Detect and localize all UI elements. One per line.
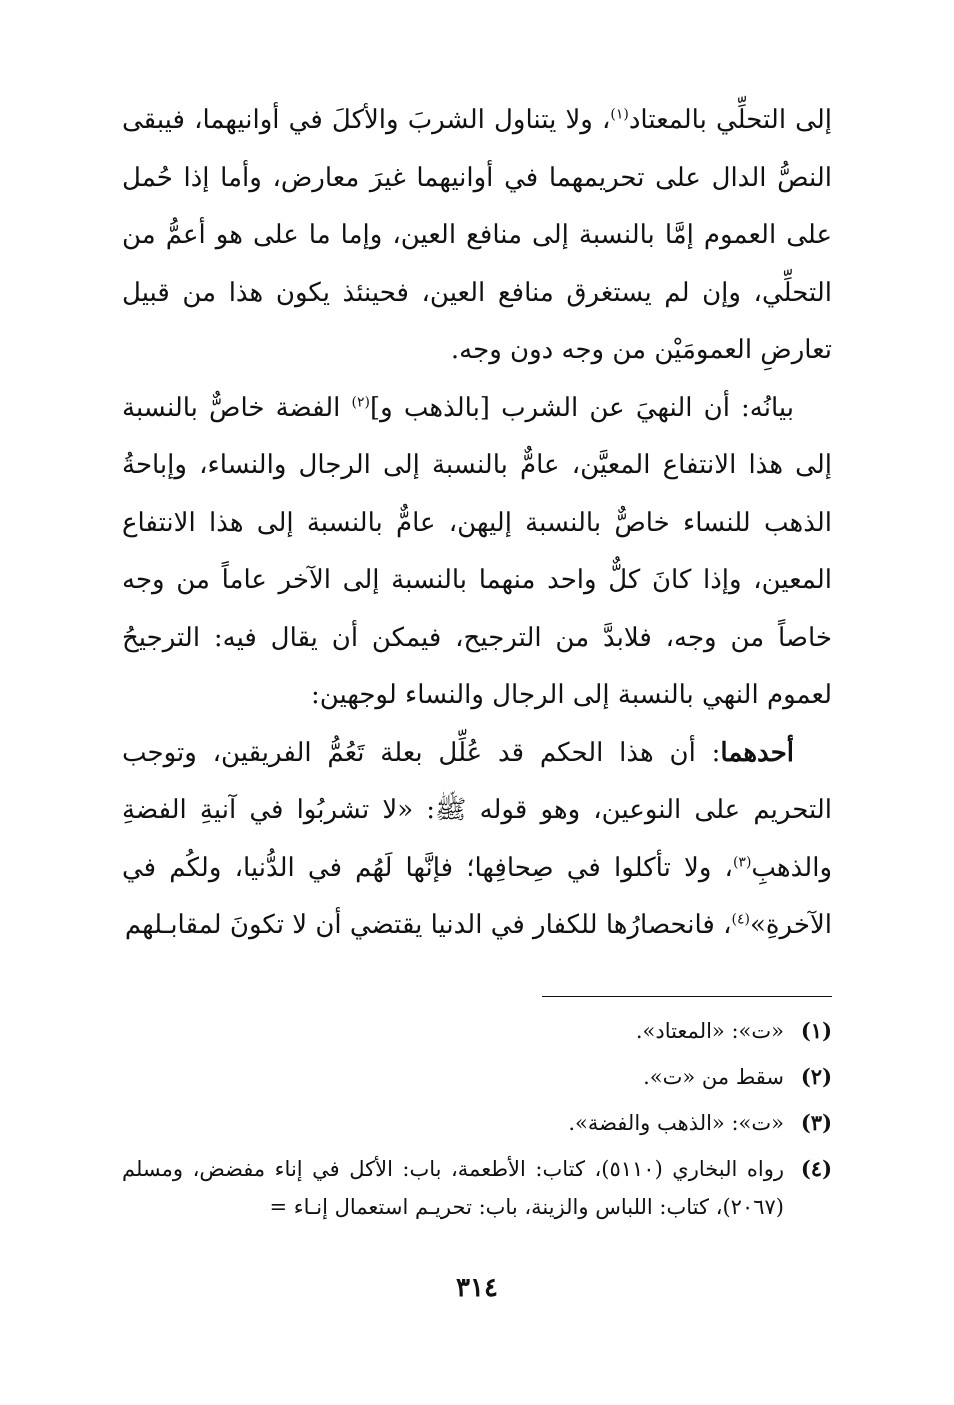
paragraph-1 bbox=[122, 92, 832, 380]
footnote-number: (١) bbox=[800, 1018, 832, 1043]
text-run: ، فانحصارُها للكفار في الدنيا يقتضي أن لا تكونَ لمقابـلهم bbox=[124, 910, 732, 940]
footnote-item bbox=[122, 1150, 832, 1226]
footnote-item bbox=[122, 1012, 832, 1050]
footnote-text: رواه البخاري (٥١١٠)، كتاب: الأطعمة، باب: الأكل في إناء مفضض، ومسلم (٢٠٦٧)، كتاب: اللباس والزينة، باب: تحريـم استعمال إنـاء = bbox=[122, 1157, 785, 1219]
footnote-marker: (٤) bbox=[731, 911, 750, 928]
footnote-marker: (٣) bbox=[732, 853, 752, 870]
footnotes-section bbox=[122, 1012, 832, 1234]
paragraph-2 bbox=[122, 380, 832, 725]
footnote-number: (٢) bbox=[800, 1064, 832, 1089]
footnote-text: سقط من «ت». bbox=[643, 1065, 784, 1089]
footnote-number: (٣) bbox=[800, 1110, 832, 1135]
footnote-text: «ت»: «المعتاد». bbox=[635, 1019, 784, 1043]
text-run: إلى التحلِّي بالمعتاد bbox=[628, 105, 832, 135]
text-run: الفضة خاصٌّ بالنسبة إلى هذا الانتفاع المعيَّن، عامٌّ بالنسبة إلى الرجال والنساء، وإباحةُ الذهب للنساء خاصٌّ بالنسبة إليهن، عامٌّ بالنسبة إلى هذا الانتفاع المعين، وإذا كانَ كلٌّ واحد منهما بالنسبة إلى الآخر عاماً من وجه خاصاً من وجه، فلابدَّ من الترجيح، فيمكن أن يقال فيه: الترجيحُ لعموم النهي بالنسبة إلى الرجال والنساء لوجهين: bbox=[122, 392, 832, 710]
text-run: : أن هذا الحكم قد عُلِّل بعلة تَعُمُّ الفريقين، وتوجب التحريم على النوعين، وهو قوله ﷺ: «لا تشربُوا في آنيةِ الفضةِ والذهبِ bbox=[122, 737, 832, 883]
footnote-marker: (٢) bbox=[351, 393, 370, 410]
text-run: ، ولا يتناول الشربَ والأكلَ في أوانيهما، فيبقى النصُّ الدال على تحريمهما في أوانيهما غيرَ معارض، وأما إذا حُمل على العموم إمَّا بالنسبة إلى منافع العين، وإما ما على هو أعمُّ من التحلِّي، وإن لم يستغرق منافع العين، فحينئذ يكون هذا من قبيل تعارضِ العمومَيْن من وجه دون وجه. bbox=[122, 105, 832, 365]
footnote-marker: (١) bbox=[610, 106, 629, 123]
text-run: ، ولا تأكلوا في صِحافِها؛ فإنَّها لَهُم في الدُّنيا، ولكُم في الآخرةِ» bbox=[122, 852, 832, 940]
main-text-body bbox=[122, 92, 832, 955]
text-run: بيانُه: أن النهيَ عن الشرب [بالذهب و] bbox=[370, 392, 794, 423]
page-number: ٣١٤ bbox=[456, 1273, 498, 1303]
footnote-number: (٤) bbox=[800, 1156, 832, 1181]
footnote-divider bbox=[542, 996, 832, 997]
footnote-text: «ت»: «الذهب والفضة». bbox=[568, 1111, 784, 1135]
footnote-item bbox=[122, 1058, 832, 1096]
lead-in-word: أحدهما bbox=[720, 737, 794, 768]
footnote-item bbox=[122, 1104, 832, 1142]
paragraph-3 bbox=[122, 725, 832, 955]
